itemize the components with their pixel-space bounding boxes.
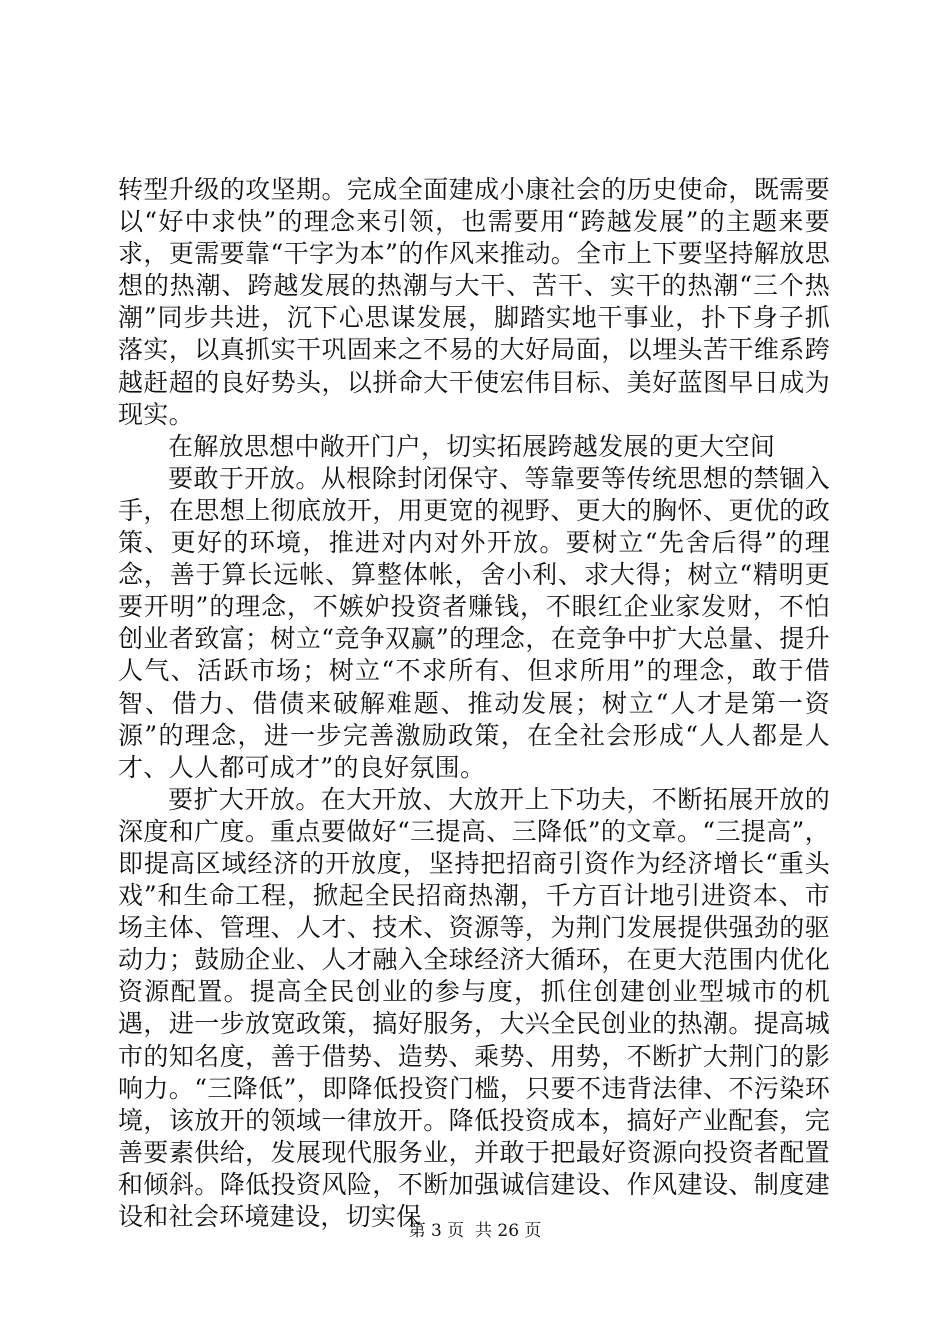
section-heading: 在解放思想中敞开门户，切实拓展跨越发展的更大空间 bbox=[168, 431, 776, 461]
document-body bbox=[118, 174, 830, 1233]
paragraph-dare-to-open: 要敢于开放。从根除封闭保守、等靠要等传统思想的禁锢入手，在思想上彻底放开，用更宽的视野、更大的胸怀、更优的政策、更好的环境，推进对内对外开放。要树立“先舍后得”的理念，善于算长远帐、算整体帐，舍小利、求大得；树立“精明更要开明”的理念，不嫉妒投资者赚钱，不眼红企业家发财，不怕创业者致富；树立“竞争双赢”的理念，在竞争中扩大总量、提升人气、活跃市场；树立“不求所有、但求所用”的理念，敢于借智、借力、借债来破解难题、推动发展；树立“人才是第一资源”的理念，进一步完善激励政策，在全社会形成“人人都是人才、人人都可成才”的良好氛围。 bbox=[118, 463, 830, 782]
paragraph-expand-opening: 要扩大开放。在大开放、大放开上下功夫，不断拓展开放的深度和广度。重点要做好“三提高、三降低”的文章。“三提高”，即提高区域经济的开放度，坚持把招商引资作为经济增长“重头戏”和生命工程，掀起全民招商热潮，千方百计地引进资本、市场主体、管理、人才、技术、资源等，为荆门发展提供强劲的驱动力；鼓励企业、人才融入全球经济大循环，在更大范围内优化资源配置。提高全民创业的参与度，抓住创建创业型城市的机遇，进一步放宽政策，搞好服务，大兴全民创业的热潮。提高城市的知名度，善于借势、造势、乘势、用势，不断扩大荆门的影响力。“三降低”，即降低投资门槛，只要不违背法律、不污染环境，该放开的领域一律放开。降低投资成本，搞好产业配套，完善要素供给，发展现代服务业，并敢于把最好资源向投资者配置和倾斜。降低投资风险，不断加强诚信建设、作风建设、制度建设和社会环境建设，切实保 bbox=[118, 784, 830, 1231]
page-footer bbox=[0, 1216, 950, 1241]
page-number-label: 第 3 页 共 26 页 bbox=[408, 1221, 542, 1241]
paragraph-continuation: 转型升级的攻坚期。完成全面建成小康社会的历史使命，既需要以“好中求快”的理念来引领，也需要用“跨越发展”的主题来要求，更需要靠“干字为本”的作风来推动。全市上下要坚持解放思想的热潮、跨越发展的热潮与大干、苦干、实干的热潮“三个热潮”同步共进，沉下心思谋发展，脚踏实地干事业，扑下身子抓落实，以真抓实干巩固来之不易的大好局面，以埋头苦干维系跨越赶超的良好势头，以拼命大干使宏伟目标、美好蓝图早日成为现实。 bbox=[118, 175, 830, 429]
